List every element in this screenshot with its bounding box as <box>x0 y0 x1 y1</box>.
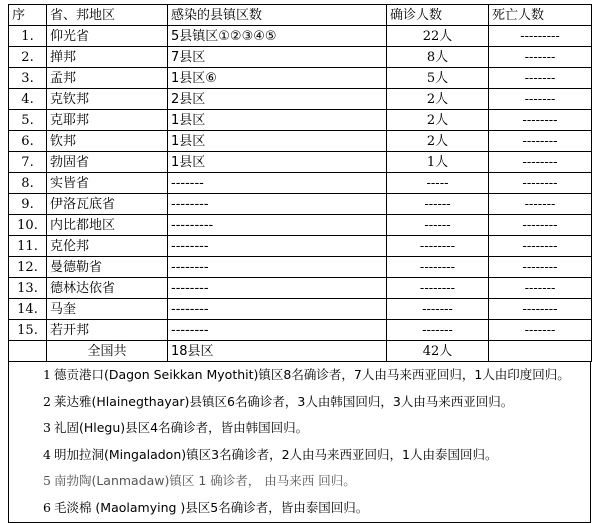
row-region: 曼德勒省 <box>47 257 168 278</box>
row-deaths: --------- <box>489 26 592 47</box>
table-row <box>9 131 592 152</box>
row-deaths: -------- <box>489 110 592 131</box>
footnote <box>9 495 590 522</box>
row-no: 6. <box>9 131 47 152</box>
row-confirmed: 2人 <box>387 110 489 131</box>
footnote-number: 6 <box>43 499 51 515</box>
footnote <box>9 442 590 469</box>
table-row <box>9 194 592 215</box>
total-deaths <box>489 341 592 362</box>
footnote-number: 2 <box>43 393 51 409</box>
row-districts: -------- <box>168 257 387 278</box>
table-row <box>9 68 592 89</box>
row-deaths: ------- <box>489 194 592 215</box>
footnote-number: 1 <box>43 367 51 382</box>
row-districts: -------- <box>168 299 387 320</box>
table-row <box>9 152 592 173</box>
row-no: 5. <box>9 110 47 131</box>
row-confirmed: 22人 <box>387 26 489 47</box>
row-no: 2. <box>9 47 47 68</box>
table-row <box>9 26 592 47</box>
table-row <box>9 257 592 278</box>
footnote <box>9 362 590 389</box>
table-row <box>9 278 592 299</box>
header-confirmed: 确诊人数 <box>387 5 489 26</box>
row-confirmed: ------ <box>387 194 489 215</box>
footnote-text: 莱达雅(Hlainegthayar)县镇区6名确诊者，3人由韩国回归，3人由马来西亚回归。 <box>53 393 514 409</box>
footnote-text: 明加拉洞(Mingaladon)镇区3名确诊者，2人由马来西亚回归，1人由泰国回归。 <box>53 446 498 462</box>
table-row <box>9 236 592 257</box>
row-confirmed: ------- <box>387 299 489 320</box>
row-districts: 1县区 <box>168 131 387 152</box>
footnote-text: 礼固(Hlegu)县区4名确诊者，皆由韩国回归。 <box>53 420 309 436</box>
row-districts: 1县区 <box>168 152 387 173</box>
footnote <box>9 415 590 442</box>
header-deaths: 死亡人数 <box>489 5 592 26</box>
row-region: 克钦邦 <box>47 89 168 110</box>
row-confirmed: 8人 <box>387 47 489 68</box>
total-no <box>9 341 47 362</box>
row-no: 7. <box>9 152 47 173</box>
case-table <box>8 4 592 362</box>
row-deaths: ------- <box>489 278 592 299</box>
row-districts: -------- <box>168 236 387 257</box>
row-region: 内比都地区 <box>47 215 168 236</box>
row-no: 15. <box>9 320 47 341</box>
row-no: 14. <box>9 299 47 320</box>
document <box>8 4 591 523</box>
row-confirmed: ----- <box>387 173 489 194</box>
row-deaths: -------- <box>489 299 592 320</box>
row-districts: 7县区 <box>168 47 387 68</box>
row-confirmed: ------- <box>387 320 489 341</box>
footnote-number: 3 <box>43 420 51 436</box>
row-confirmed: 2人 <box>387 89 489 110</box>
row-deaths: -------- <box>489 131 592 152</box>
row-region: 勃固省 <box>47 152 168 173</box>
row-deaths: -------- <box>489 152 592 173</box>
row-region: 仰光省 <box>47 26 168 47</box>
row-deaths: -------- <box>489 236 592 257</box>
row-region: 克耶邦 <box>47 110 168 131</box>
row-districts: ------- <box>168 173 387 194</box>
table-row <box>9 173 592 194</box>
footnotes <box>8 362 591 523</box>
row-no: 13. <box>9 278 47 299</box>
row-deaths: -------- <box>489 215 592 236</box>
footnote-text: 德贡港口(Dagon Seikkan Myothit)镇区8名确诊者，7人由马来西亚回归，1人由印度回归。 <box>53 367 570 382</box>
row-region: 马奎 <box>47 299 168 320</box>
row-no: 12. <box>9 257 47 278</box>
row-districts: 2县区 <box>168 89 387 110</box>
row-no: 1. <box>9 26 47 47</box>
row-region: 伊洛瓦底省 <box>47 194 168 215</box>
row-no: 10. <box>9 215 47 236</box>
row-districts: -------- <box>168 320 387 341</box>
header-districts: 感染的县镇区数 <box>168 5 387 26</box>
row-districts: --------- <box>168 215 387 236</box>
row-districts: 1县区⑥ <box>168 68 387 89</box>
row-region: 钦邦 <box>47 131 168 152</box>
row-districts: -------- <box>168 278 387 299</box>
table-row <box>9 299 592 320</box>
row-confirmed: 2人 <box>387 131 489 152</box>
row-region: 若开邦 <box>47 320 168 341</box>
header-region: 省、邦地区 <box>47 5 168 26</box>
row-no: 4. <box>9 89 47 110</box>
row-deaths: ------- <box>489 68 592 89</box>
row-districts: 1县区 <box>168 110 387 131</box>
table-row <box>9 89 592 110</box>
row-region: 克伦邦 <box>47 236 168 257</box>
footnote-number: 4 <box>43 446 51 462</box>
table-row <box>9 215 592 236</box>
footnote-text: 南勃陶(Lanmadaw)镇区 1 确诊者， 由马来西 回归。 <box>53 473 356 489</box>
row-deaths: ------- <box>489 89 592 110</box>
total-label: 全国共 <box>47 341 168 362</box>
row-no: 11. <box>9 236 47 257</box>
row-region: 掸邦 <box>47 47 168 68</box>
footnote-text: 毛淡棉 (Maolamying )县区5名确诊者，皆由泰国回归。 <box>53 499 369 515</box>
table-row <box>9 110 592 131</box>
row-region: 实皆省 <box>47 173 168 194</box>
footnote <box>9 389 590 416</box>
total-confirmed: 42人 <box>387 341 489 362</box>
row-no: 9. <box>9 194 47 215</box>
header-row <box>9 5 592 26</box>
row-deaths: ------- <box>489 320 592 341</box>
row-confirmed: 1人 <box>387 152 489 173</box>
row-confirmed: -------- <box>387 278 489 299</box>
table-row <box>9 47 592 68</box>
row-districts: 5县镇区①②③④⑤ <box>168 26 387 47</box>
row-deaths: -------- <box>489 257 592 278</box>
row-districts: -------- <box>168 194 387 215</box>
row-region: 孟邦 <box>47 68 168 89</box>
row-no: 8. <box>9 173 47 194</box>
row-deaths: ------- <box>489 47 592 68</box>
case-table-body <box>9 5 592 362</box>
row-confirmed: -------- <box>387 236 489 257</box>
row-confirmed: 5人 <box>387 68 489 89</box>
row-region: 德林达依省 <box>47 278 168 299</box>
footnote-number: 5 <box>43 473 51 489</box>
row-confirmed: -------- <box>387 257 489 278</box>
total-districts: 18县区 <box>168 341 387 362</box>
total-row <box>9 341 592 362</box>
row-confirmed: ------ <box>387 215 489 236</box>
row-no: 3. <box>9 68 47 89</box>
table-row <box>9 320 592 341</box>
row-deaths: -------- <box>489 173 592 194</box>
header-no: 序 <box>9 5 47 26</box>
